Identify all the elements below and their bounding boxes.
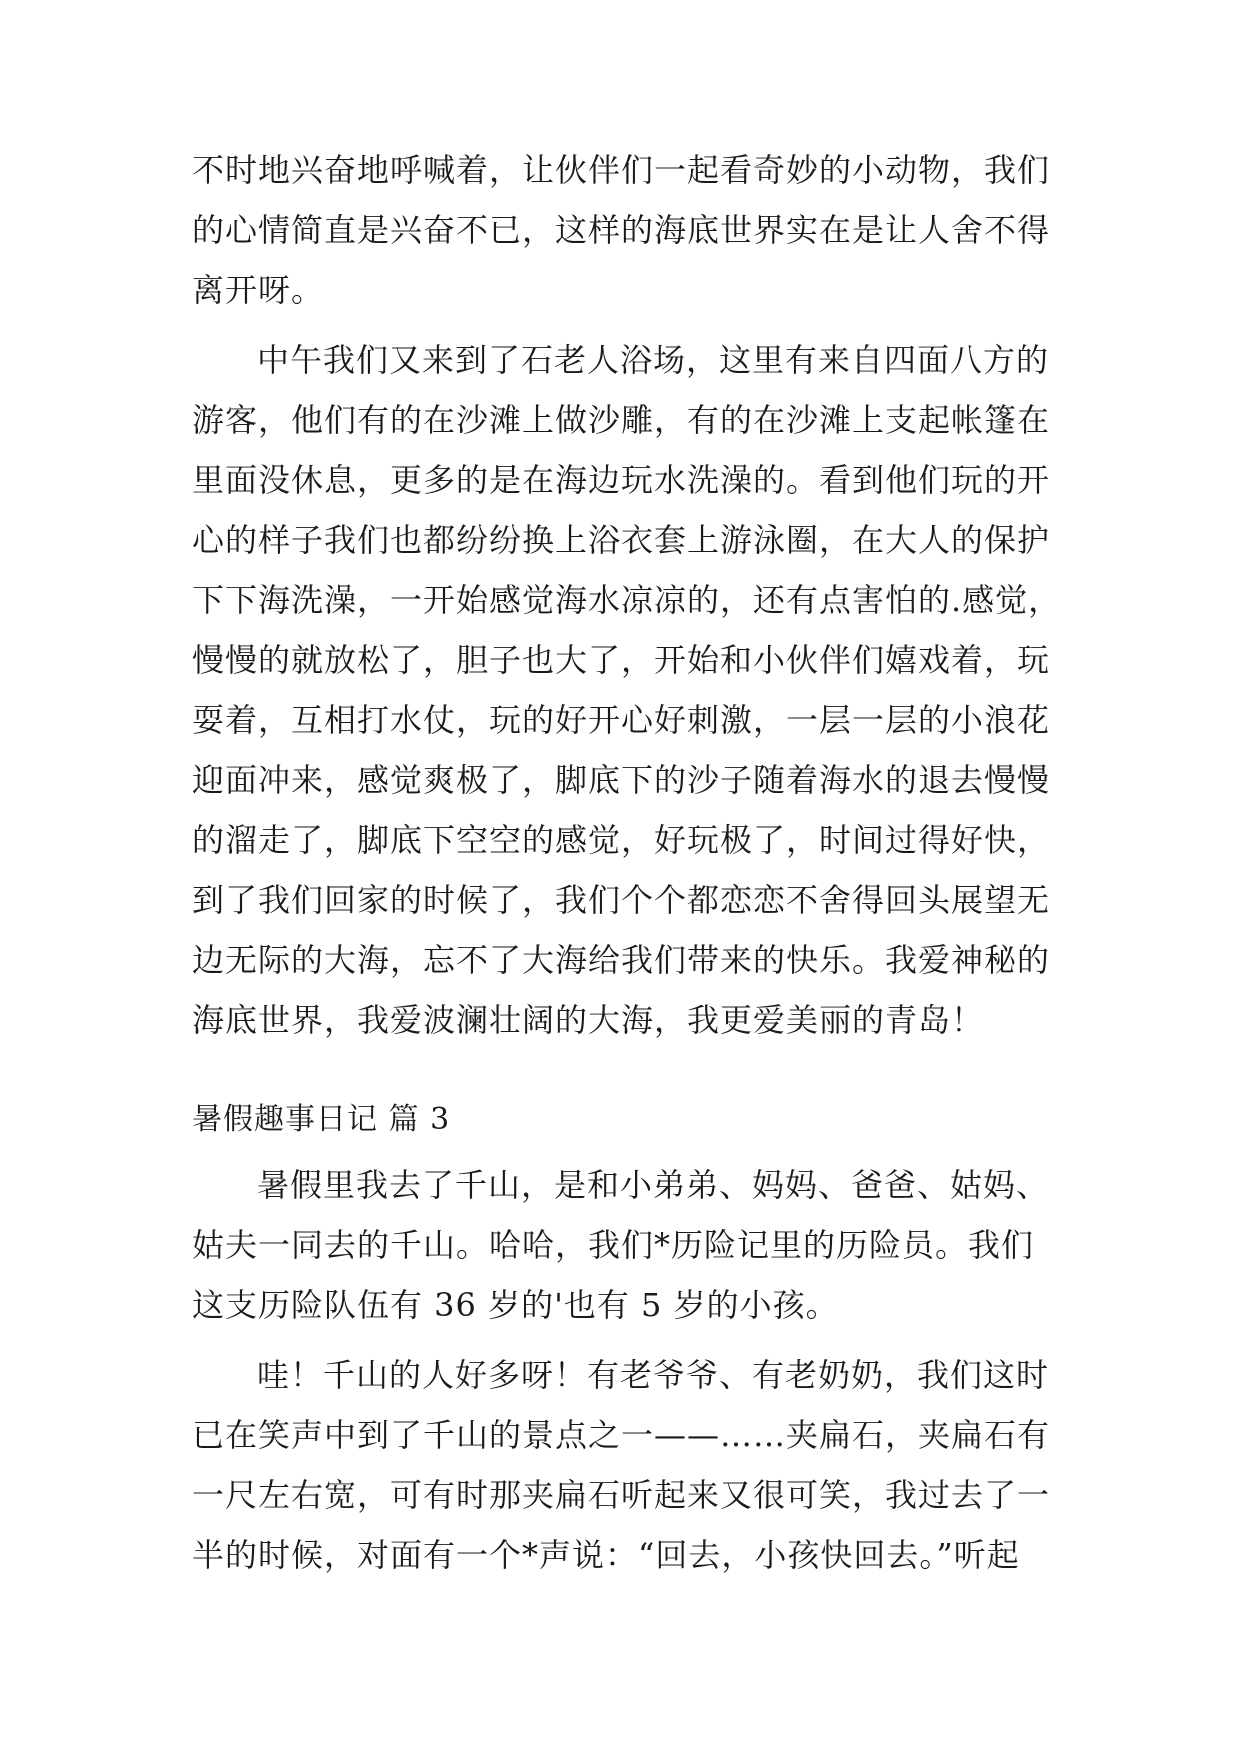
text-line: 心的样子我们也都纷纷换上浴衣套上游泳圈，在大人的保护 — [192, 521, 1051, 559]
text-line: 游客，他们有的在沙滩上做沙雕，有的在沙滩上支起帐篷在 — [192, 401, 1051, 439]
text-line: 暑假里我去了千山，是和小弟弟、妈妈、爸爸、姑妈、 — [257, 1166, 1050, 1204]
text-line: 这支历险队伍有 36 岁的'也有 5 岁的小孩。 — [192, 1286, 839, 1324]
text-line: 一尺左右宽，可有时那夹扁石听起来又很可笑，我过去了一 — [192, 1476, 1051, 1514]
text-line: 不时地兴奋地呼喊着，让伙伴们一起看奇妙的小动物，我们 — [192, 151, 1051, 189]
text-line: 迎面冲来，感觉爽极了，脚底下的沙子随着海水的退去慢慢 — [192, 761, 1051, 799]
section-heading: 暑假趣事日记 篇 3 — [192, 1102, 451, 1137]
text-line: 边无际的大海，忘不了大海给我们带来的快乐。我爱神秘的 — [192, 941, 1051, 979]
text-line: 到了我们回家的时候了，我们个个都恋恋不舍得回头展望无 — [192, 881, 1051, 919]
text-line: 半的时候，对面有一个*声说：“回去，小孩快回去。”听起 — [192, 1536, 1020, 1574]
text-line: 慢慢的就放松了，胆子也大了，开始和小伙伴们嬉戏着，玩 — [192, 641, 1051, 679]
text-line: 海底世界，我爱波澜壮阔的大海，我更爱美丽的青岛！ — [192, 1001, 985, 1039]
text-line: 的溜走了，脚底下空空的感觉，好玩极了，时间过得好快， — [192, 821, 1051, 859]
text-line: 已在笑声中到了千山的景点之一——……夹扁石，夹扁石有 — [192, 1416, 1051, 1454]
text-line: 的心情简直是兴奋不已，这样的海底世界实在是让人舍不得 — [192, 211, 1051, 249]
text-line: 中午我们又来到了石老人浴场，这里有来自四面八方的 — [257, 341, 1050, 379]
text-line: 耍着，互相打水仗，玩的好开心好刺激，一层一层的小浪花 — [192, 701, 1051, 739]
text-line: 里面没休息，更多的是在海边玩水洗澡的。看到他们玩的开 — [192, 461, 1051, 499]
text-line: 姑夫一同去的千山。哈哈，我们*历险记里的历险员。我们 — [192, 1226, 1035, 1264]
text-line: 哇！千山的人好多呀！有老爷爷、有老奶奶，我们这时 — [257, 1356, 1050, 1394]
text-line: 下下海洗澡，一开始感觉海水凉凉的，还有点害怕的.感觉， — [192, 581, 1062, 619]
text-line: 离开呀。 — [192, 271, 325, 309]
